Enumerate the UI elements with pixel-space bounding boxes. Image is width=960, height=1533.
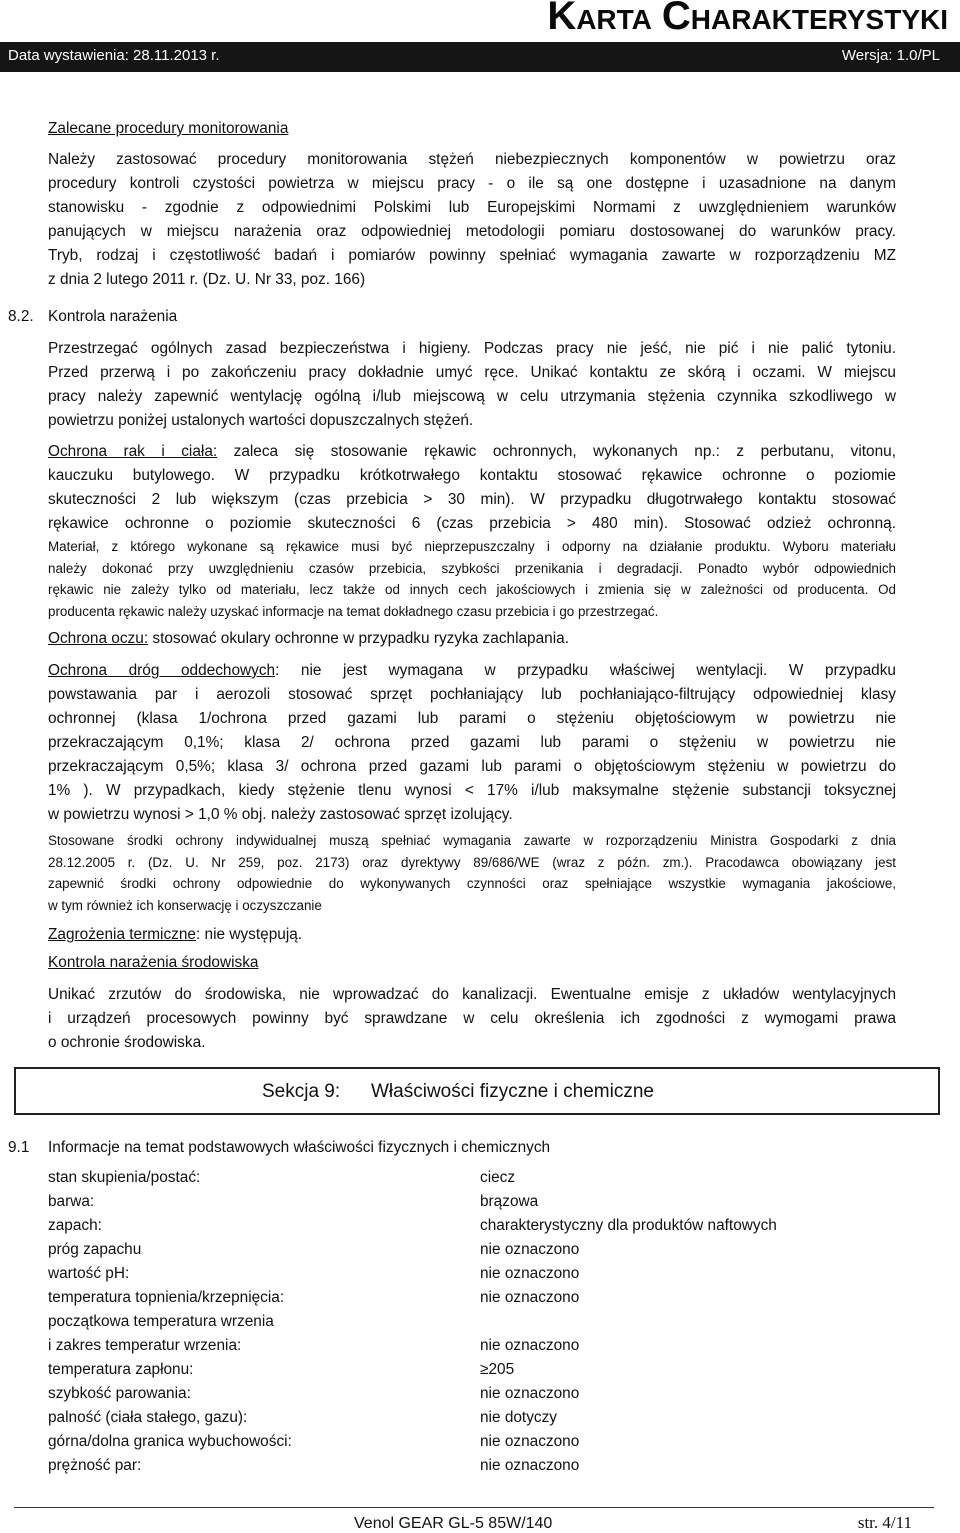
property-label: temperatura zapłonu:	[48, 1361, 194, 1378]
text-line: rękawic nie zależy tylko od materiału, lecz także od innych cech jakościowych i zmienia się w zależności od producenta. Od	[48, 582, 896, 598]
title-part-rest: HARAKTERYSTYKI	[690, 4, 948, 35]
text-line: Unikać zrzutów do środowiska, nie wprowadzać do kanalizacji. Ewentualne emisje z układów wentylacyjnych	[48, 986, 896, 1003]
text-span: : nie jest wymagana w przypadku właściwej wentylacji. W przypadku	[275, 662, 896, 679]
property-value: nie oznaczono	[480, 1289, 580, 1306]
text-line: powstawania par i aerozoli stosować sprzęt pochłaniający lub pochłaniająco-filtrujący odpowiedniej klasy	[48, 686, 896, 703]
environment-heading: Kontrola narażenia środowiska	[48, 954, 259, 971]
text-line: w powietrzu wynosi > 1,0 % obj. należy zastosować sprzęt izolujący.	[48, 806, 513, 823]
respiratory-protection-label: Ochrona dróg oddechowych	[48, 662, 276, 679]
text-line: Tryb, rodzaj i częstotliwość badań i pomiarów powinny spełniać wymagania zawarte w rozporządzeniu MZ	[48, 247, 896, 264]
thermal-hazards-label: Zagrożenia termiczne	[48, 926, 196, 943]
property-label: początkowa temperatura wrzenia	[48, 1313, 274, 1330]
exposure-general-paragraph	[48, 337, 896, 433]
text-line: Przed przerwą i po zakończeniu pracy dokładnie umyć ręce. Unikać kontaktu ze skórą i oczami. W miejscu	[48, 364, 896, 381]
title-initial-c: C	[661, 0, 691, 38]
text-span: stosować okulary ochronne w przypadku ryzyka zachlapania.	[148, 630, 569, 647]
text-line: Należy zastosować procedury monitorowania stężeń niebezpiecznych komponentów w powietrzu oraz	[48, 151, 896, 168]
section-9-title: Właściwości fizyczne i chemiczne	[371, 1081, 654, 1102]
property-label: szybkość parowania:	[48, 1385, 191, 1402]
version: Wersja: 1.0/PL	[841, 47, 940, 64]
eye-protection-label: Ochrona oczu:	[48, 630, 149, 647]
text-line: Przestrzegać ogólnych zasad bezpieczeństwa i higieny. Podczas pracy nie jeść, nie pić i nie palić tytoniu.	[48, 340, 896, 357]
section-number-8-2: 8.2.	[8, 308, 34, 325]
property-value: nie oznaczono	[480, 1337, 580, 1354]
text-line: 28.12.2005 r. (Dz. U. Nr 259, poz. 2173) oraz dyrektywy 89/686/WE (wraz z późn. zm.). Pracodawca obowiązany jest	[48, 854, 896, 870]
footer-product-name: Venol GEAR GL-5 85W/140	[354, 1515, 553, 1532]
footer-divider	[14, 1507, 934, 1508]
text-line: powietrzu poniżej ustalonych wartości dopuszczalnych stężeń.	[48, 412, 474, 429]
thermal-hazards	[48, 923, 302, 947]
text-line: skuteczności 2 lub większym (czas przebicia > 30 min). W przypadku długotrwałego kontaktu stosować	[48, 491, 896, 508]
text-line: o ochronie środowiska.	[48, 1034, 206, 1051]
title-part-arta: ARTA	[576, 4, 652, 35]
property-label: barwa:	[48, 1193, 95, 1210]
property-label: temperatura topnienia/krzepnięcia:	[48, 1289, 285, 1306]
text-span: : nie występują.	[196, 926, 303, 943]
text-line	[48, 440, 896, 464]
hand-protection-paragraph	[48, 440, 896, 536]
property-label: próg zapachu	[48, 1241, 142, 1258]
property-value: nie oznaczono	[480, 1385, 580, 1402]
property-label: prężność par:	[48, 1457, 142, 1474]
section-9-label: Sekcja 9:	[262, 1081, 341, 1102]
subsection-9-1-heading: Informacje na temat podstawowych właściwości fizycznych i chemicznych	[48, 1139, 551, 1156]
text-line: stanowisku - zgodnie z odpowiednimi Polskimi lub Europejskimi Normami z uwzględnieniem warunków	[48, 199, 896, 216]
ppe-note	[48, 830, 896, 916]
gloves-note	[48, 536, 896, 622]
property-label: zapach:	[48, 1217, 102, 1234]
text-line: z dnia 2 lutego 2011 r. (Dz. U. Nr 33, poz. 166)	[48, 271, 366, 288]
exposure-heading: Kontrola narażenia	[48, 308, 178, 325]
text-line: zapewnić środki ochrony odpowiednie do wykonywanych czynności oraz spełniające wszystkie wymagania jakościowe,	[48, 876, 896, 892]
property-label: górna/dolna granica wybuchowości:	[48, 1433, 292, 1450]
property-value: ≥205	[480, 1361, 515, 1378]
property-value: nie oznaczono	[480, 1241, 580, 1258]
environment-paragraph	[48, 983, 896, 1055]
text-line: Stosowane środki ochrony indywidualnej muszą spełniać wymagania zawarte w rozporządzeniu Ministra Gospodarki z dnia	[48, 833, 896, 848]
text-line: w tym również ich konserwację i oczyszczanie	[48, 897, 322, 913]
text-span: zaleca się stosowanie rękawic ochronnych, wykonanych np.: z perbutanu, vitonu,	[217, 443, 896, 460]
property-label: stan skupienia/postać:	[48, 1169, 201, 1186]
text-line: przekraczającym 0,5%; klasa 3/ ochrona przed gazami lub parami o objętościowym stężeniu w powietrzu do	[48, 758, 896, 775]
text-line: 1% ). W przypadkach, kiedy stężenie tlenu wynosi < 17% i/lub maksymalne stężenie substancji toksycznej	[48, 782, 896, 799]
respiratory-protection-paragraph	[48, 659, 896, 827]
property-value: nie oznaczono	[480, 1433, 580, 1450]
issue-date: Data wystawienia: 28.11.2013 r.	[8, 47, 220, 64]
text-line: należy dokonać przy uwzględnieniu czasów przebicia, szybkości przenikania i degradacji. Ponadto wybór odpowiednich	[48, 560, 896, 576]
hand-protection-label: Ochrona rak i ciała:	[48, 443, 218, 460]
footer-page-number: str. 4/11	[857, 1513, 912, 1532]
property-label: wartość pH:	[48, 1265, 130, 1282]
subsection-number-9-1: 9.1	[8, 1139, 30, 1156]
monitoring-heading: Zalecane procedury monitorowania	[48, 120, 289, 137]
eye-protection	[48, 627, 569, 651]
text-line: przekraczającym 0,1%; klasa 2/ ochrona przed gazami lub parami o stężeniu w powietrzu nie	[48, 734, 896, 751]
text-line: producenta rękawic należy uzyskać informacje na temat dokładnego czasu przebicia i go przestrzegać.	[48, 603, 659, 619]
property-value: ciecz	[480, 1169, 516, 1186]
document-title	[547, 0, 948, 39]
text-line: kauczuku butylowego. W przypadku krótkotrwałego kontaktu stosować rękawice ochronne o poziomie	[48, 467, 896, 484]
text-line: panujących w miejscu narażenia oraz odpowiedniej metodologii pomiaru dostosowanej do warunków pracy.	[48, 223, 896, 240]
property-value: brązowa	[480, 1193, 539, 1210]
text-line: rękawice ochronne o poziomie skuteczności 6 (czas przebicia > 480 min). Stosować odzież ochronną.	[48, 515, 896, 532]
property-value: nie dotyczy	[480, 1409, 557, 1426]
property-value: nie oznaczono	[480, 1457, 580, 1474]
text-line: pracy należy zapewnić wentylację ogólną i/lub miejscową w celu utrzymania stężenia czynnika szkodliwego w	[48, 388, 896, 405]
property-value: charakterystyczny dla produktów naftowych	[480, 1217, 777, 1234]
property-label: i zakres temperatur wrzenia:	[48, 1337, 242, 1354]
text-line	[48, 659, 896, 683]
property-value: nie oznaczono	[480, 1265, 580, 1282]
text-line: ochronnej (klasa 1/ochrona przed gazami lub parami o stężeniu objętościowym w powietrzu nie	[48, 710, 896, 727]
property-label: palność (ciała stałego, gazu):	[48, 1409, 248, 1426]
monitoring-paragraph	[48, 148, 896, 292]
title-initial-k: K	[547, 0, 577, 38]
text-line: procedury kontroli czystości powietrza w miejscu pracy - o ile są one dostępne i uzasadnione na danym	[48, 175, 896, 192]
text-line: Materiał, z którego wykonane są rękawice musi być nieprzepuszczalny i odporny na działanie produktu. Wyboru materiału	[48, 539, 896, 554]
text-line: i urządzeń procesowych powinny być sprawdzane w celu określenia ich zgodności z wymogami prawa	[48, 1010, 896, 1027]
